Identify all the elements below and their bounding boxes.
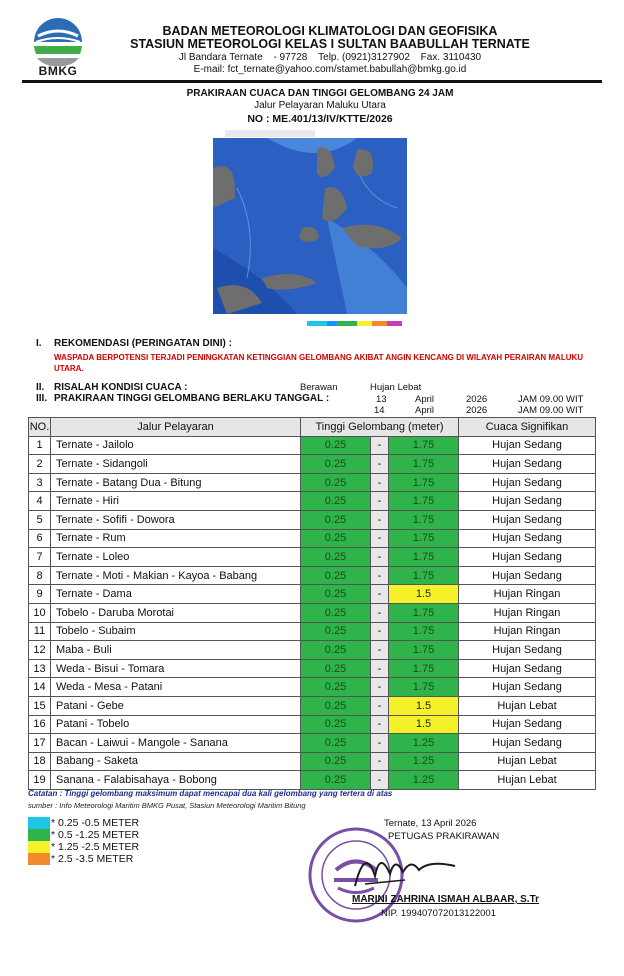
to-day: 14 xyxy=(374,405,385,416)
handwritten-signature xyxy=(345,836,465,896)
significant-weather: Hujan Lebat xyxy=(459,696,596,715)
row-number: 18 xyxy=(29,752,51,771)
wave-separator: - xyxy=(371,771,389,790)
row-number: 12 xyxy=(29,641,51,660)
row-number: 2 xyxy=(29,455,51,474)
route-name: Ternate - Sidangoli xyxy=(51,455,301,474)
table-row xyxy=(29,436,596,455)
header-wave-height: Tinggi Gelombang (meter) xyxy=(301,418,459,437)
legend-swatch xyxy=(28,853,50,865)
wave-separator: - xyxy=(371,585,389,604)
route-name: Ternate - Jailolo xyxy=(51,436,301,455)
document-number: NO : ME.401/13/IV/KTTE/2026 xyxy=(247,113,393,125)
wave-min: 0.25 xyxy=(301,510,371,529)
significant-weather: Hujan Ringan xyxy=(459,622,596,641)
wave-min: 0.25 xyxy=(301,715,371,734)
table-row xyxy=(29,715,596,734)
forecaster-name: MARINI ZAHRINA ISMAH ALBAAR, S.Tr xyxy=(352,894,540,905)
route-name: Ternate - Rum xyxy=(51,529,301,548)
fax: Fax. 3110430 xyxy=(420,52,482,63)
legend-swatch xyxy=(28,817,50,829)
wave-max: 1.75 xyxy=(389,678,459,697)
table-row xyxy=(29,641,596,660)
wave-max: 1.5 xyxy=(389,585,459,604)
wave-min: 0.25 xyxy=(301,492,371,511)
weather-number: II. xyxy=(36,382,45,393)
from-day: 13 xyxy=(376,394,387,405)
wave-separator: - xyxy=(371,752,389,771)
table-row xyxy=(29,529,596,548)
to-time: JAM 09.00 WIT xyxy=(518,405,584,416)
route-name: Babang - Saketa xyxy=(51,752,301,771)
row-number: 7 xyxy=(29,548,51,567)
header-divider xyxy=(22,80,602,83)
row-number: 1 xyxy=(29,436,51,455)
wave-separator: - xyxy=(371,641,389,660)
wave-max: 1.5 xyxy=(389,696,459,715)
legend-swatch xyxy=(28,841,50,853)
table-row xyxy=(29,678,596,697)
row-number: 10 xyxy=(29,603,51,622)
address: Jl Bandara Ternate xyxy=(178,52,263,63)
row-number: 3 xyxy=(29,473,51,492)
wave-min: 0.25 xyxy=(301,659,371,678)
from-time: JAM 09.00 WIT xyxy=(518,394,584,405)
wave-min: 0.25 xyxy=(301,641,371,660)
wave-min: 0.25 xyxy=(301,529,371,548)
row-number: 8 xyxy=(29,566,51,585)
wave-separator: - xyxy=(371,473,389,492)
row-number: 16 xyxy=(29,715,51,734)
route-name: Ternate - Sofifi - Dowora xyxy=(51,510,301,529)
wave-max: 1.75 xyxy=(389,492,459,511)
row-number: 5 xyxy=(29,510,51,529)
wave-max: 1.75 xyxy=(389,641,459,660)
row-number: 13 xyxy=(29,659,51,678)
route-name: Ternate - Moti - Makian - Kayoa - Babang xyxy=(51,566,301,585)
wave-min: 0.25 xyxy=(301,585,371,604)
route-name: Weda - Mesa - Patani xyxy=(51,678,301,697)
wave-separator: - xyxy=(371,436,389,455)
table-row xyxy=(29,771,596,790)
phone: Telp. (0921)3127902 xyxy=(318,52,410,63)
significant-weather: Hujan Sedang xyxy=(459,641,596,660)
significant-weather: Hujan Sedang xyxy=(459,678,596,697)
wave-max: 1.75 xyxy=(389,436,459,455)
table-row xyxy=(29,603,596,622)
table-row xyxy=(29,734,596,753)
forecaster-nip: NIP. 199407072013122001 xyxy=(381,908,496,919)
wave-max: 1.75 xyxy=(389,548,459,567)
legend-label: * 0.25 -0.5 METER xyxy=(51,817,140,829)
row-number: 6 xyxy=(29,529,51,548)
forecast-subtitle: Jalur Pelayaran Maluku Utara xyxy=(254,100,386,111)
significant-weather: Hujan Sedang xyxy=(459,473,596,492)
wave-min: 0.25 xyxy=(301,455,371,474)
table-row xyxy=(29,659,596,678)
row-number: 19 xyxy=(29,771,51,790)
data-source: sumber : Info Meteorologi Maritim BMKG Pusat, Stasiun Meteorologi Maritim Bitung xyxy=(28,801,306,810)
legend-swatch xyxy=(28,829,50,841)
wave-separator: - xyxy=(371,492,389,511)
significant-weather: Hujan Sedang xyxy=(459,715,596,734)
route-name: Maba - Buli xyxy=(51,641,301,660)
postal-code: - 97728 xyxy=(273,52,308,63)
table-row xyxy=(29,696,596,715)
wave-separator: - xyxy=(371,659,389,678)
wave-separator: - xyxy=(371,715,389,734)
wave-max: 1.75 xyxy=(389,473,459,492)
route-name: Ternate - Dama xyxy=(51,585,301,604)
wave-separator: - xyxy=(371,622,389,641)
wave-max: 1.75 xyxy=(389,659,459,678)
wave-separator: - xyxy=(371,696,389,715)
wave-max: 1.75 xyxy=(389,455,459,474)
table-note: Catatan : Tinggi gelombang maksimum dapat mencapai dua kali gelombang yang tertera di atas xyxy=(28,789,393,798)
significant-weather: Hujan Sedang xyxy=(459,659,596,678)
row-number: 15 xyxy=(29,696,51,715)
wave-separator: - xyxy=(371,510,389,529)
row-number: 11 xyxy=(29,622,51,641)
to-month: April xyxy=(415,405,435,416)
significant-weather: Hujan Ringan xyxy=(459,603,596,622)
wave-min: 0.25 xyxy=(301,734,371,753)
from-year: 2026 xyxy=(466,394,488,405)
table-row xyxy=(29,622,596,641)
forecast-title: PRAKIRAAN CUACA DAN TINGGI GELOMBANG 24 JAM xyxy=(186,88,454,99)
significant-weather: Hujan Lebat xyxy=(459,771,596,790)
wave-max: 1.75 xyxy=(389,603,459,622)
legend-label: * 1.25 -2.5 METER xyxy=(51,841,140,853)
wave-forecast-table xyxy=(28,417,596,790)
wave-min: 0.25 xyxy=(301,436,371,455)
early-warning-text: WASPADA BERPOTENSI TERJADI PENINGKATAN KETINGGIAN GELOMBANG AKIBAT ANGIN KENCANG DI WILAYAH PERAIRAN MALUKU UTARA. xyxy=(54,353,584,373)
wave-min: 0.25 xyxy=(301,771,371,790)
wave-min: 0.25 xyxy=(301,473,371,492)
wave-height-map xyxy=(207,128,412,333)
organization-name: BADAN METEOROLOGI KLIMATOLOGI DAN GEOFISIKA xyxy=(162,24,498,38)
route-name: Sanana - Falabisahaya - Bobong xyxy=(51,771,301,790)
to-year: 2026 xyxy=(466,405,488,416)
wave-separator: - xyxy=(371,529,389,548)
route-name: Tobelo - Daruba Morotai xyxy=(51,603,301,622)
wave-separator: - xyxy=(371,455,389,474)
significant-weather: Hujan Lebat xyxy=(459,752,596,771)
row-number: 4 xyxy=(29,492,51,511)
table-row xyxy=(29,492,596,511)
legend-label: * 2.5 -3.5 METER xyxy=(51,853,134,865)
station-name: STASIUN METEOROLOGI KELAS I SULTAN BAABULLAH TERNATE xyxy=(130,37,530,51)
table-row xyxy=(29,548,596,567)
signature-title: PETUGAS PRAKIRAWAN xyxy=(388,831,500,842)
table-row xyxy=(29,473,596,492)
route-name: Weda - Bisui - Tomara xyxy=(51,659,301,678)
row-number: 9 xyxy=(29,585,51,604)
wave-max: 1.25 xyxy=(389,771,459,790)
legend-label: * 0.5 -1.25 METER xyxy=(51,829,140,841)
wave-min: 0.25 xyxy=(301,622,371,641)
route-name: Tobelo - Subaim xyxy=(51,622,301,641)
significant-weather: Hujan Sedang xyxy=(459,436,596,455)
wave-min: 0.25 xyxy=(301,696,371,715)
table-row xyxy=(29,566,596,585)
table-row xyxy=(29,455,596,474)
weather-condition-1: Berawan xyxy=(300,382,338,393)
significant-weather: Hujan Sedang xyxy=(459,734,596,753)
wave-separator: - xyxy=(371,603,389,622)
table-row xyxy=(29,585,596,604)
significant-weather: Hujan Sedang xyxy=(459,548,596,567)
forecast-validity-label: PRAKIRAAN TINGGI GELOMBANG BERLAKU TANGGAL : xyxy=(54,393,330,404)
wave-min: 0.25 xyxy=(301,548,371,567)
recommendation-label: REKOMENDASI (PERINGATAN DINI) : xyxy=(54,338,232,349)
wave-max: 1.75 xyxy=(389,510,459,529)
wave-separator: - xyxy=(371,548,389,567)
significant-weather: Hujan Sedang xyxy=(459,510,596,529)
wave-max: 1.75 xyxy=(389,622,459,641)
from-month: April xyxy=(415,394,435,405)
route-name: Bacan - Laiwui - Mangole - Sanana xyxy=(51,734,301,753)
wave-separator: - xyxy=(371,734,389,753)
wave-max: 1.25 xyxy=(389,734,459,753)
wave-max: 1.75 xyxy=(389,529,459,548)
wave-max: 1.75 xyxy=(389,566,459,585)
route-name: Ternate - Loleo xyxy=(51,548,301,567)
significant-weather: Hujan Sedang xyxy=(459,566,596,585)
row-number: 17 xyxy=(29,734,51,753)
significant-weather: Hujan Sedang xyxy=(459,455,596,474)
wave-separator: - xyxy=(371,566,389,585)
logo-text: BMKG xyxy=(38,64,78,78)
route-name: Patani - Tobelo xyxy=(51,715,301,734)
wave-min: 0.25 xyxy=(301,678,371,697)
header-route: Jalur Pelayaran xyxy=(51,418,301,437)
route-name: Ternate - Batang Dua - Bitung xyxy=(51,473,301,492)
wave-max: 1.25 xyxy=(389,752,459,771)
email-line: E-mail: fct_ternate@yahoo.com/stamet.babullah@bmkg.go.id xyxy=(193,64,467,75)
address-line xyxy=(95,52,565,63)
significant-weather: Hujan Sedang xyxy=(459,529,596,548)
weather-condition-2: Hujan Lebat xyxy=(370,382,422,393)
signature-place-date: Ternate, 13 April 2026 xyxy=(384,818,477,829)
table-row xyxy=(29,752,596,771)
forecast-number: III. xyxy=(36,393,48,404)
wave-min: 0.25 xyxy=(301,752,371,771)
wave-min: 0.25 xyxy=(301,566,371,585)
route-name: Patani - Gebe xyxy=(51,696,301,715)
significant-weather: Hujan Ringan xyxy=(459,585,596,604)
wave-min: 0.25 xyxy=(301,603,371,622)
significant-weather: Hujan Sedang xyxy=(459,492,596,511)
header-weather: Cuaca Signifikan xyxy=(459,418,596,437)
wave-separator: - xyxy=(371,678,389,697)
route-name: Ternate - Hiri xyxy=(51,492,301,511)
recommendation-number: I. xyxy=(36,338,42,349)
row-number: 14 xyxy=(29,678,51,697)
wave-max: 1.5 xyxy=(389,715,459,734)
table-header-row xyxy=(29,418,596,437)
header-no: NO. xyxy=(29,418,51,437)
weather-summary-label: RISALAH KONDISI CUACA : xyxy=(54,382,188,393)
table-row xyxy=(29,510,596,529)
